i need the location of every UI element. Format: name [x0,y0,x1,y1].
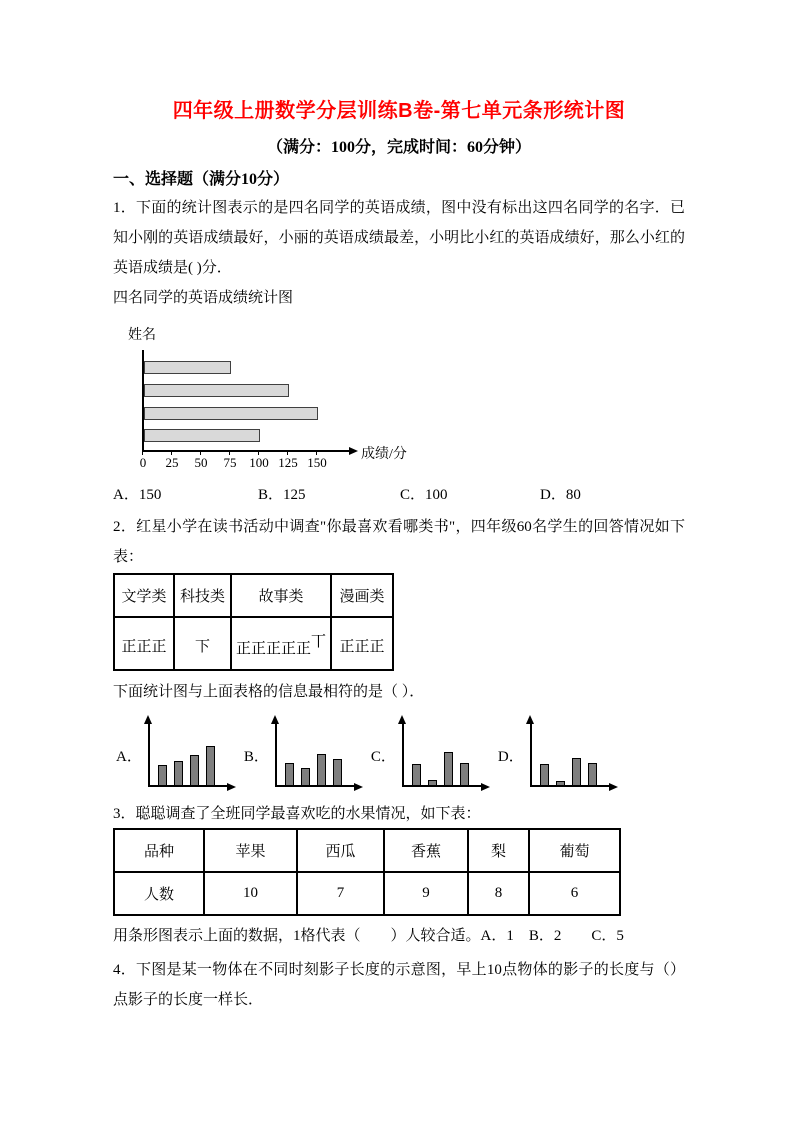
question-3-text: 3．聪聪调查了全班同学最喜欢吃的水果情况，如下表： [113,806,481,822]
q2-option-bar [428,780,437,785]
q3-header-watermelon: 西瓜 [297,829,384,872]
x-axis-arrow-icon [349,447,358,455]
table-row [114,829,620,872]
question-4-text: 4．下图是某一物体在不同时刻影子长度的示意图，早上10点物体的影子的长度与（）点影子的长度一样长． [113,962,685,1008]
exam-meta: （满分：100分，完成时间：60分钟） [266,139,531,156]
table-row [114,617,393,670]
q1-x-tick-label: 100 [249,455,269,470]
q2-col-literature: 文学类 [114,574,174,617]
table-row [114,872,620,915]
q2-option-chart-a [116,707,228,793]
q1-x-tick-label: 0 [139,455,147,470]
q1-x-tick-label: 150 [307,455,327,470]
q2-tally-science: 下 [174,617,231,670]
q2-option-bar [572,758,581,785]
q3-count-grape: 6 [529,872,620,915]
q2-option-chart-c [371,707,482,793]
q1-chart-title: 四名同学的英语成绩统计图 [113,290,294,306]
x-axis-arrow-icon [481,783,490,791]
q3-header-grape: 葡萄 [529,829,620,872]
q1-bar-chart [128,322,685,474]
q2-option-bar [285,763,294,785]
q2-tally-story: 正正正正正丅 [231,617,331,670]
q2-option-bar [588,763,597,785]
question-2-text: 2．红星小学在读书活动中调查"你最喜欢看哪类书"，四年级60名学生的回答情况如下表： [113,519,685,565]
q2-option-bar [190,755,199,785]
q3-prompt: 用条形图表示上面的数据，1格代表（ ）人较合适。A．1 B．2 C．5 [113,928,624,944]
q1-chart-x-axis [142,450,350,452]
q1-bar-3 [144,407,318,420]
q2-option-chart-plot [148,723,228,787]
q1-chart-x-axis-label: 成绩/分 [361,447,407,462]
q3-header-apple: 苹果 [204,829,297,872]
q2-option-bar [460,763,469,785]
q2-option-bar [333,759,342,785]
q3-row-label: 人数 [114,872,204,915]
q2-option-chart-label: B． [243,748,269,765]
section-1-heading: 一、选择题（满分10分） [113,171,290,188]
q2-option-bar [158,765,167,785]
q3-fruit-table [113,828,621,916]
y-axis-arrow-icon [144,715,152,724]
q2-option-bar [556,781,565,785]
q2-option-chart-plot [275,723,355,787]
page-title: 四年级上册数学分层训练B卷-第七单元条形统计图 [172,100,626,122]
y-axis-arrow-icon [271,715,279,724]
q2-tally-comic: 正正正 [331,617,393,670]
q2-option-chart-label: D． [497,748,524,765]
q2-option-chart-label: A． [116,748,142,765]
q1-option-c: C．100 [400,487,448,503]
q1-x-tick-label: 50 [194,455,208,470]
q1-bar-2 [144,384,289,397]
q3-count-watermelon: 7 [297,872,384,915]
q1-option-a: A．150 [113,487,162,503]
q1-chart-y-axis-label: 姓名 [128,328,156,343]
x-axis-arrow-icon [354,783,363,791]
q2-tally-literature: 正正正 [114,617,174,670]
question-1-text: 1．下面的统计图表示的是四名同学的英语成绩，图中没有标出这四名同学的名字．已知小刚的英语成绩最好，小丽的英语成绩最差，小明比小红的英语成绩好，那么小红的英语成绩是( )分． [113,200,685,276]
q2-option-bar [317,754,326,785]
q2-option-chart-plot [402,723,482,787]
q2-tally-table [113,573,394,671]
x-axis-arrow-icon [227,783,236,791]
q1-x-tick-label: 75 [223,455,237,470]
y-axis-arrow-icon [398,715,406,724]
q2-option-charts [116,707,685,793]
q2-col-science: 科技类 [174,574,231,617]
q2-option-chart-label: C． [370,748,396,765]
q3-header-banana: 香蕉 [384,829,468,872]
x-axis-arrow-icon [609,783,618,791]
q2-col-comic: 漫画类 [331,574,393,617]
q3-count-pear: 8 [468,872,529,915]
q1-option-b: B．125 [258,487,306,503]
y-axis-arrow-icon [526,715,534,724]
q2-option-bar [206,746,215,785]
q2-option-bar [174,761,183,785]
q3-header-pear: 梨 [468,829,529,872]
q1-options [113,484,685,506]
q2-option-bar [412,764,421,785]
q2-option-chart-b [244,707,355,793]
q3-count-apple: 10 [204,872,297,915]
q2-option-chart-plot [530,723,610,787]
q1-option-d: D．80 [540,487,581,503]
table-row [114,574,393,617]
q3-header-kind: 品种 [114,829,204,872]
q2-col-story: 故事类 [231,574,331,617]
q1-bar-4 [144,429,260,442]
q2-option-bar [444,752,453,785]
q2-option-chart-d [498,707,610,793]
q3-count-banana: 9 [384,872,468,915]
q1-x-tick-label: 125 [278,455,298,470]
q2-option-bar [540,764,549,785]
q1-x-tick-label: 25 [165,455,179,470]
q1-bar-1 [144,361,231,374]
q2-prompt: 下面统计图与上面表格的信息最相符的是（ ）． [113,684,425,700]
q2-option-bar [301,768,310,785]
